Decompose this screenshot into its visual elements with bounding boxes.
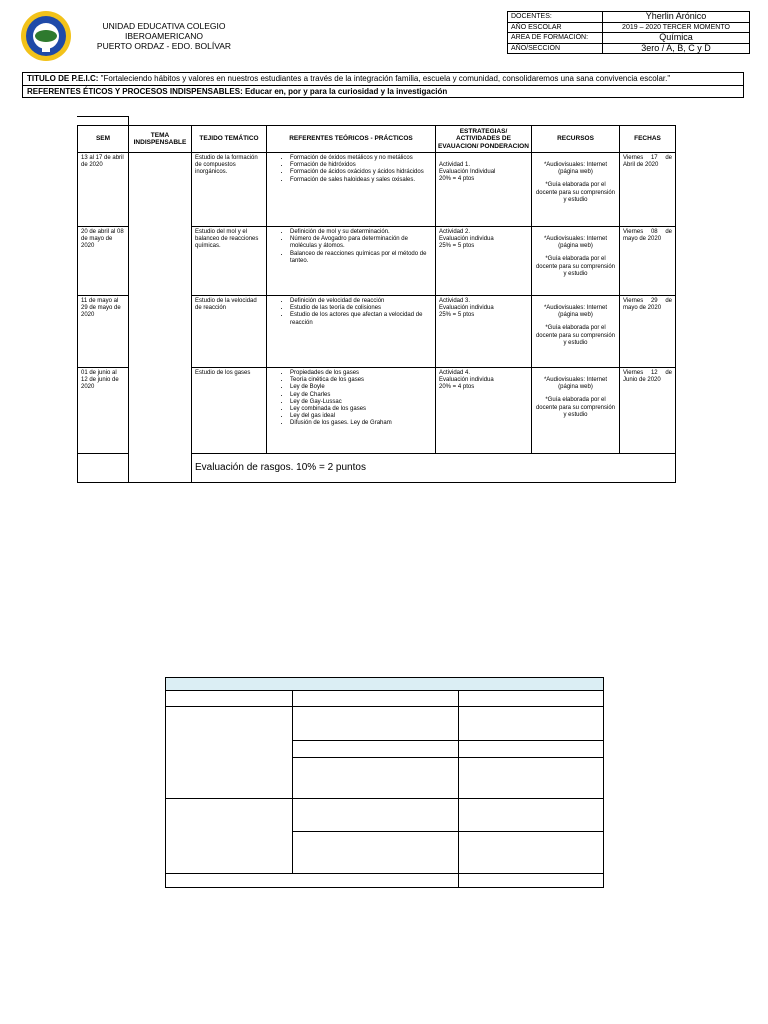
cell-referentes [267, 227, 436, 296]
empty-table [165, 677, 604, 888]
empty-cell [459, 832, 604, 874]
info-key: AÑO ESCOLAR [508, 22, 603, 33]
cell-sem: 20 de abril al 08 de mayo de 2020 [78, 227, 129, 296]
info-key: AREA DE FORMACIÓN: [508, 33, 603, 44]
header-tema: TEMA INDISPENSABLE [129, 126, 192, 153]
estrategia-line: Evaluación individua [439, 377, 494, 384]
referente-item: • Definición de mol y su determinación. [290, 229, 432, 236]
info-value: Yherlin Arónico [603, 12, 750, 23]
header-recursos: RECURSOS [532, 126, 620, 153]
cell-referentes [267, 296, 436, 368]
cell-recursos [532, 368, 620, 454]
info-row-ano-escolar [508, 22, 750, 33]
evaluation-text: Evaluación de rasgos. 10% = 2 puntos [192, 454, 676, 483]
referente-item: • Ley de Boyle [290, 384, 432, 391]
referente-item: • Estudio de los actores que afectan a velocidad de reacción [290, 312, 432, 326]
referente-item: • Propiedades de los gases [290, 370, 432, 377]
empty-cell [293, 741, 459, 758]
estrategia-line: Evaluación Individual [439, 169, 496, 176]
cell-estrategias [436, 296, 532, 368]
referente-item: • Difusión de los gases. Ley de Graham [290, 420, 432, 427]
recurso-guia: *Guía elaborada por el docente para su comprensión y estudio [535, 256, 616, 277]
table-row [78, 153, 676, 227]
empty-cell [459, 691, 604, 707]
estrategia-line: 25% = 5 ptos [439, 312, 475, 319]
estrategia-line: Evaluación individua [439, 305, 494, 312]
info-table [507, 11, 750, 54]
empty-cell [293, 832, 459, 874]
referente-item: • Ley de Gay-Lussac [290, 399, 432, 406]
cell-tejido: Estudio de la velocidad de reacción [192, 296, 267, 368]
cell-recursos [532, 153, 620, 227]
header-fechas: FECHAS [620, 126, 676, 153]
school-line: PUERTO ORDAZ - EDO. BOLÍVAR [96, 41, 232, 51]
recurso-guia: *Guía elaborada por el docente para su comprensión y estudio [535, 325, 616, 346]
recurso-audiovisual: *Audiovisuales: Internet (página web) [543, 377, 608, 391]
empty-table-header [166, 678, 604, 691]
cell-estrategias [436, 368, 532, 454]
cell-tejido: Estudio de los gases [192, 368, 267, 454]
empty-row [166, 691, 604, 707]
cell-fecha: Viernes 08 de mayo de 2020 [620, 227, 676, 296]
referente-item: • Definición de velocidad de reacción [290, 298, 432, 305]
header-tejido: TEJIDO TEMÁTICO [192, 126, 267, 153]
cell-sem-empty [78, 454, 129, 483]
empty-row [166, 707, 604, 741]
empty-cell [459, 707, 604, 741]
info-value: Química [603, 33, 750, 44]
info-row-seccion [508, 43, 750, 54]
cell-fecha: Viernes 17 de Abril de 2020 [620, 153, 676, 227]
info-key: AÑO/SECCIÓN [508, 43, 603, 54]
estrategia-line: Actividad 4. [439, 370, 471, 376]
peic-box [22, 72, 744, 98]
referente-item: • Estudio de las teoría de colisiones [290, 305, 432, 312]
header-sem: SEM [78, 126, 129, 153]
cell-referentes [267, 368, 436, 454]
empty-cell [459, 799, 604, 832]
cell-sem: 11 de mayo al 29 de mayo de 2020 [78, 296, 129, 368]
estrategia-line: 25% = 5 ptos [439, 243, 475, 250]
cell-estrategias [436, 227, 532, 296]
peic-title-label: TITULO DE P.E.I.C: [27, 74, 99, 83]
referente-item: • Ley del gas ideal [290, 413, 432, 420]
empty-cell [293, 707, 459, 741]
referente-item: • Formación de ácidos oxácidos y ácidos hidrácidos [290, 169, 432, 176]
referente-item: • Formación de óxidos metálicos y no metálicos [290, 155, 432, 162]
referente-item: • Balanceo de reacciones químicas por el método de tanteo. [290, 251, 432, 265]
referente-item: • Formación de sales haloideas y sales oxisales. [290, 177, 432, 184]
cell-sem: 01 de junio al 12 de junio de 2020 [78, 368, 129, 454]
cell-tejido: Estudio de la formación de compuestos inorgánicos. [192, 153, 267, 227]
school-name [84, 21, 244, 51]
referente-item: • Ley combinada de los gases [290, 406, 432, 413]
cell-tejido: Estudio del mol y el balanceo de reacciones químicas. [192, 227, 267, 296]
school-line: IBEROAMERICANO [125, 31, 203, 41]
empty-cell [459, 758, 604, 799]
recurso-guia: *Guía elaborada por el docente para su comprensión y estudio [535, 182, 616, 203]
recurso-audiovisual: *Audiovisuales: Internet (página web) [543, 236, 608, 250]
estrategia-line: Actividad 2. [439, 229, 471, 235]
cell-tema [129, 153, 192, 483]
estrategia-line: Evaluación individua [439, 236, 494, 243]
cell-referentes [267, 153, 436, 227]
peic-title-text: "Fortaleciendo hábitos y valores en nuestros estudiantes a través de la integración familia, escuela y comunidad, consolidaremos una sana convivencia escolar." [98, 74, 671, 83]
estrategia-line: 20% = 4 ptos [439, 176, 475, 183]
cell-recursos [532, 227, 620, 296]
recurso-audiovisual: *Audiovisuales: Internet (página web) [543, 305, 608, 319]
cell-fecha: Viernes 29 de mayo de 2020 [620, 296, 676, 368]
referente-item: • Número de Avogadro para determinación de moléculas y átomos. [290, 236, 432, 250]
empty-row [166, 874, 604, 888]
info-value: 3ero / A, B, C y D [603, 43, 750, 54]
peic-referentes: REFERENTES ÉTICOS Y PROCESOS INDISPENSABLES: Educar en, por y para la curiosidad y la investigación [23, 85, 743, 98]
info-value: 2019 – 2020 TERCER MOMENTO [603, 22, 750, 33]
header-referentes: REFERENTES TEÓRICOS - PRÁCTICOS [267, 126, 436, 153]
empty-cell [459, 741, 604, 758]
cell-recursos [532, 296, 620, 368]
school-line: UNIDAD EDUCATIVA COLEGIO [102, 21, 226, 31]
cell-sem: 13 al 17 de abril de 2020 [78, 153, 129, 227]
empty-header-cell [166, 678, 604, 691]
cell-fecha: Viernes 12 de Junio de 2020 [620, 368, 676, 454]
empty-cell [459, 874, 604, 888]
empty-cell [166, 874, 459, 888]
planning-table [77, 125, 676, 483]
referente-item: • Ley de Charles [290, 392, 432, 399]
school-logo [20, 10, 72, 62]
estrategia-line: Actividad 3. [439, 298, 471, 304]
empty-cell [293, 691, 459, 707]
empty-cell [293, 758, 459, 799]
empty-cell [166, 691, 293, 707]
header-estrategias: ESTRATEGIAS/ ACTIVIDADES DE EVAUACION/ PONDERACION [436, 126, 532, 153]
cell-estrategias [436, 153, 532, 227]
estrategia-line: Actividad 1. [439, 162, 471, 168]
recurso-guia: *Guía elaborada por el docente para su comprensión y estudio [535, 397, 616, 418]
info-row-docentes [508, 12, 750, 23]
empty-cell [166, 707, 293, 799]
empty-cell [166, 799, 293, 874]
empty-row [166, 799, 604, 832]
peic-title [23, 73, 743, 85]
info-key: DOCENTES: [508, 12, 603, 23]
referente-item: • Teoría cinética de los gases [290, 377, 432, 384]
recurso-audiovisual: *Audiovisuales: Internet (página web) [543, 162, 608, 176]
referente-item: • Formación de hidróxidos [290, 162, 432, 169]
table-header-row [78, 126, 676, 153]
estrategia-line: 20% = 4 ptos [439, 384, 475, 391]
empty-cell [293, 799, 459, 832]
info-row-area [508, 33, 750, 44]
